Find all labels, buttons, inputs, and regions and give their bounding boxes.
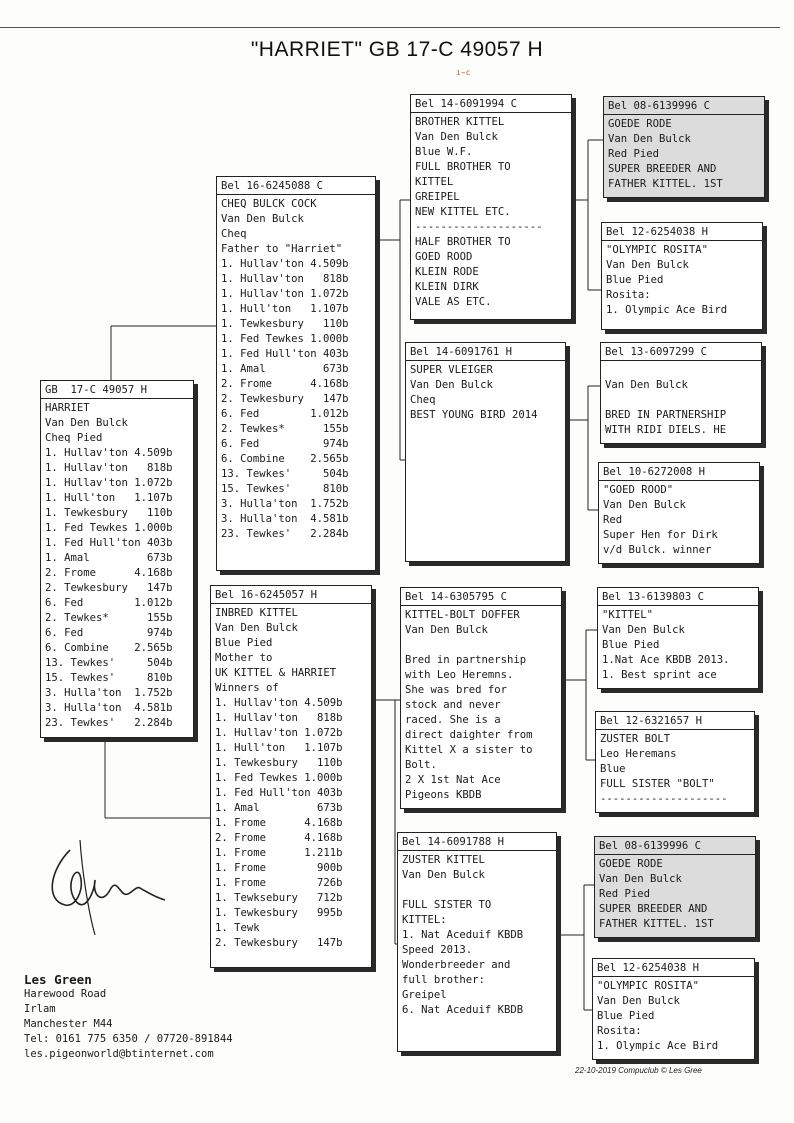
pedigree-line: 1. Hull'ton 1.107b: [215, 742, 343, 754]
pedigree-line: NEW KITTEL ETC.: [415, 206, 511, 218]
pedigree-line: 6. Combine 2.565b: [221, 453, 349, 465]
pedigree-line: Mother to: [215, 652, 273, 664]
pedigree-line: 1. Hull'ton 1.107b: [221, 303, 349, 315]
pedigree-line: 1. Amal 673b: [215, 802, 343, 814]
pedigree-line: "GOED ROOD": [603, 484, 674, 496]
pedigree-line: [405, 638, 557, 653]
pedigree-line: 1. Hullav'ton 818b: [45, 462, 173, 474]
pedigree-line: "OLYMPIC ROSITA": [597, 980, 700, 992]
pedigree-line: 1. Hullav'ton 4.509b: [221, 258, 349, 270]
pedigree-line: Van Den Bulck: [405, 624, 488, 636]
owner-block: [24, 972, 233, 1062]
owner-address-line: Harewood Road: [24, 988, 107, 1000]
pedigree-line: Van Den Bulck: [597, 995, 680, 1007]
pedigree-line: Van Den Bulck: [221, 213, 304, 225]
pedigree-line: 1. Tewksebury 712b: [215, 892, 343, 904]
pedigree-line: KITTEL: [415, 176, 454, 188]
pedigree-line: Blue Pied: [602, 639, 660, 651]
pedigree-line: FATHER KITTEL. 1ST: [608, 178, 723, 190]
pedigree-line: Cheq Pied: [45, 432, 103, 444]
pedigree-line: 3. Hulla'ton 1.752b: [221, 498, 349, 510]
pedigree-line: 1. Tewk: [215, 922, 260, 934]
stray-mark: ı̵c: [456, 68, 471, 77]
pedigree-line: GOED ROOD: [415, 251, 473, 263]
pedigree-line: Van Den Bulck: [605, 379, 688, 391]
pedigree-line: SUPER BREEDER AND: [608, 163, 717, 175]
pedigree-line: Bolt.: [405, 759, 437, 771]
pedigree-line: 1. Amal 673b: [221, 363, 349, 375]
pedigree-line: Blue W.F.: [415, 146, 473, 158]
pedigree-box-sds: [600, 342, 762, 444]
pedigree-box-sire: [216, 176, 376, 571]
pedigree-line: 2. Tewkesbury 147b: [215, 937, 343, 949]
pedigree-box-dss: [597, 587, 759, 689]
pedigree-line: BROTHER KITTEL: [415, 116, 505, 128]
pedigree-line: 1. Hullav'ton 1.072b: [45, 477, 173, 489]
pedigree-line: Van Den Bulck: [606, 259, 689, 271]
pedigree-line: 1. Hullav'ton 4.509b: [45, 447, 173, 459]
pedigree-line: 1. Olympic Ace Bird: [597, 1040, 719, 1052]
pedigree-box-ddd: [592, 958, 755, 1060]
pedigree-line: 1. Fed Tewkes 1.000b: [221, 333, 349, 345]
pedigree-line: Van Den Bulck: [215, 622, 298, 634]
pedigree-line: 6. Combine 2.565b: [45, 642, 173, 654]
owner-email: les.pigeonworld@btinternet.com: [24, 1048, 214, 1060]
pedigree-line: 2. Frome 4.168b: [221, 378, 349, 390]
pedigree-line: full brother:: [402, 974, 485, 986]
pedigree-line: FULL BROTHER TO: [415, 161, 511, 173]
pedigree-line: 1. Frome 1.211b: [215, 847, 343, 859]
pedigree-line: 1. Amal 673b: [45, 552, 173, 564]
pedigree-line: SUPER BREEDER AND: [599, 903, 708, 915]
pedigree-box-ss: [410, 94, 572, 320]
pedigree-line: 1. Fed Hull'ton 403b: [45, 537, 173, 549]
pedigree-line: 6. Fed 974b: [221, 438, 349, 450]
pedigree-line: Red: [603, 514, 623, 526]
pedigree-line: 6. Fed 1.012b: [221, 408, 349, 420]
pedigree-line: Van Den Bulck: [415, 131, 498, 143]
pedigree-line: [402, 883, 552, 898]
pedigree-line: 2. Tewkesbury 147b: [45, 582, 173, 594]
pedigree-line: 2. Tewkes* 155b: [45, 612, 173, 624]
pedigree-line: stock and never: [405, 699, 501, 711]
pedigree-box-dds: [594, 836, 756, 938]
pedigree-line: 1. Fed Hull'ton 403b: [221, 348, 349, 360]
pedigree-line: Van Den Bulck: [410, 379, 493, 391]
pedigree-line: 1. Hullav'ton 4.509b: [215, 697, 343, 709]
pedigree-line: Van Den Bulck: [402, 869, 485, 881]
pedigree-box-sss: [603, 96, 765, 198]
pedigree-line: 1. Frome 4.168b: [215, 817, 343, 829]
signature-image: [40, 830, 170, 940]
pedigree-line: Blue Pied: [597, 1010, 655, 1022]
ring-number: GB 17-C 49057 H: [41, 383, 193, 399]
pedigree-line: 1. Fed Tewkes 1.000b: [215, 772, 343, 784]
pedigree-line: 1. Fed Tewkes 1.000b: [45, 522, 173, 534]
pedigree-line: v/d Bulck. winner: [603, 544, 712, 556]
pedigree-box-ssd: [601, 222, 763, 330]
pedigree-line: 2 X 1st Nat Ace: [405, 774, 501, 786]
pedigree-line: "OLYMPIC ROSITA": [606, 244, 709, 256]
pedigree-line: 3. Hulla'ton 1.752b: [45, 687, 173, 699]
pedigree-line: ZUSTER KITTEL: [402, 854, 485, 866]
ring-number: Bel 14-6305795 C: [401, 590, 561, 606]
pedigree-line: 1. Tewkesbury 995b: [215, 907, 343, 919]
pedigree-line: with Leo Heremns.: [405, 669, 514, 681]
page-title: "HARRIET" GB 17-C 49057 H: [250, 38, 544, 61]
pedigree-line: 1. Olympic Ace Bird: [606, 304, 728, 316]
pedigree-line: Wonderbreeder and: [402, 959, 511, 971]
pedigree-line: Winners of: [215, 682, 279, 694]
pedigree-line: Speed 2013.: [402, 944, 473, 956]
pedigree-line: direct daighter from: [405, 729, 533, 741]
ring-number: Bel 08-6139996 C: [595, 839, 755, 855]
pedigree-line: HARRIET: [45, 402, 90, 414]
pedigree-line: 1. Tewkesbury 110b: [215, 757, 343, 769]
pedigree-line: 23. Tewkes' 2.284b: [45, 717, 173, 729]
pedigree-line: 1. Hullav'ton 818b: [221, 273, 349, 285]
pedigree-line: KITTEL-BOLT DOFFER: [405, 609, 520, 621]
ring-number: Bel 13-6097299 C: [601, 345, 761, 361]
pedigree-line: Rosita:: [606, 289, 651, 301]
pedigree-line: --------------------: [600, 793, 728, 805]
pedigree-line: 1. Hullav'ton 818b: [215, 712, 343, 724]
pedigree-line: HALF BROTHER TO: [415, 236, 511, 248]
pedigree-line: --------------------: [415, 221, 543, 233]
pedigree-box-subject: [40, 380, 194, 738]
pedigree-line: SUPER VLEIGER: [410, 364, 493, 376]
pedigree-line: CHEQ BULCK COCK: [221, 198, 317, 210]
pedigree-line: "KITTEL": [602, 609, 654, 621]
pedigree-line: Rosita:: [597, 1025, 642, 1037]
pedigree-line: raced. She is a: [405, 714, 501, 726]
pedigree-line: Red Pied: [608, 148, 660, 160]
pedigree-line: 1. Hullav'ton 1.072b: [221, 288, 349, 300]
pedigree-line: 2. Frome 4.168b: [215, 832, 343, 844]
pedigree-box-sd: [405, 342, 566, 562]
ring-number: Bel 14-6091788 H: [398, 835, 556, 851]
pedigree-line: 3. Hulla'ton 4.581b: [221, 513, 349, 525]
ring-number: Bel 14-6091761 H: [406, 345, 565, 361]
pedigree-line: 1. Tewkesbury 110b: [221, 318, 349, 330]
pedigree-line: 1. Frome 900b: [215, 862, 343, 874]
pedigree-line: 1. Fed Hull'ton 403b: [215, 787, 343, 799]
pedigree-line: Van Den Bulck: [603, 499, 686, 511]
pedigree-line: 2. Tewkesbury 147b: [221, 393, 349, 405]
pedigree-line: Leo Heremans: [600, 748, 677, 760]
pedigree-box-sdd: [598, 462, 760, 564]
pedigree-line: She was bred for: [405, 684, 508, 696]
pedigree-line: FULL SISTER "BOLT": [600, 778, 715, 790]
pedigree-line: 23. Tewkes' 2.284b: [221, 528, 349, 540]
pedigree-line: Van Den Bulck: [608, 133, 691, 145]
pedigree-line: Van Den Bulck: [599, 873, 682, 885]
pedigree-line: WITH RIDI DIELS. HE: [605, 424, 727, 436]
ring-number: Bel 12-6254038 H: [602, 225, 762, 241]
owner-name: Les Green: [24, 972, 92, 987]
pedigree-line: 6. Fed 1.012b: [45, 597, 173, 609]
ring-number: Bel 12-6321657 H: [596, 714, 754, 730]
pedigree-line: 3. Hulla'ton 4.581b: [45, 702, 173, 714]
pedigree-line: [605, 363, 757, 378]
ring-number: Bel 08-6139996 C: [604, 99, 764, 115]
pedigree-line: INBRED KITTEL: [215, 607, 298, 619]
owner-address-line: Irlam: [24, 1003, 56, 1015]
pedigree-line: Super Hen for Dirk: [603, 529, 718, 541]
pedigree-line: Blue: [600, 763, 626, 775]
pedigree-line: 15. Tewkes' 810b: [45, 672, 173, 684]
pedigree-line: KITTEL:: [402, 914, 447, 926]
pedigree-line: 15. Tewkes' 810b: [221, 483, 349, 495]
pedigree-line: GOEDE RODE: [599, 858, 663, 870]
pedigree-line: 1. Frome 726b: [215, 877, 343, 889]
pedigree-line: 6. Fed 974b: [45, 627, 173, 639]
owner-phone: Tel: 0161 775 6350 / 07720-891844: [24, 1033, 233, 1045]
pedigree-line: BRED IN PARTNERSHIP: [605, 409, 727, 421]
ring-number: Bel 12-6254038 H: [593, 961, 754, 977]
pedigree-line: Father to "Harriet": [221, 243, 343, 255]
pedigree-line: FULL SISTER TO: [402, 899, 492, 911]
pedigree-box-dsd: [595, 711, 755, 813]
pedigree-line: Bred in partnership: [405, 654, 527, 666]
ring-number: Bel 14-6091994 C: [411, 97, 571, 113]
pedigree-line: 6. Nat Aceduif KBDB: [402, 1004, 524, 1016]
ring-number: Bel 16-6245088 C: [217, 179, 375, 195]
pedigree-line: 1. Tewkesbury 110b: [45, 507, 173, 519]
pedigree-line: 2. Tewkes* 155b: [221, 423, 349, 435]
pedigree-line: Greipel: [402, 989, 447, 1001]
ring-number: Bel 10-6272008 H: [599, 465, 759, 481]
pedigree-line: VALE AS ETC.: [415, 296, 492, 308]
pedigree-line: [605, 393, 757, 408]
ring-number: Bel 13-6139803 C: [598, 590, 758, 606]
pedigree-line: Red Pied: [599, 888, 651, 900]
pedigree-line: BEST YOUNG BIRD 2014: [410, 409, 538, 421]
pedigree-line: 1. Nat Aceduif KBDB: [402, 929, 524, 941]
pedigree-line: 1. Hull'ton 1.107b: [45, 492, 173, 504]
pedigree-line: 1.Nat Ace KBDB 2013.: [602, 654, 730, 666]
pedigree-line: Van Den Bulck: [602, 624, 685, 636]
pedigree-line: Cheq: [221, 228, 247, 240]
pedigree-box-ds: [400, 587, 562, 809]
pedigree-line: UK KITTEL & HARRIET: [215, 667, 337, 679]
pedigree-line: 1. Best sprint ace: [602, 669, 717, 681]
pedigree-line: Blue Pied: [215, 637, 273, 649]
pedigree-box-dam: [210, 585, 372, 968]
pedigree-line: FATHER KITTEL. 1ST: [599, 918, 714, 930]
pedigree-line: Cheq: [410, 394, 436, 406]
footer-credit: 22-10-2019 Compuclub © Les Gree: [575, 1066, 702, 1075]
owner-address-line: Manchester M44: [24, 1018, 113, 1030]
ring-number: Bel 16-6245057 H: [211, 588, 371, 604]
pedigree-line: Kittel X a sister to: [405, 744, 533, 756]
pedigree-line: 13. Tewkes' 504b: [221, 468, 349, 480]
pedigree-line: Van Den Bulck: [45, 417, 128, 429]
pedigree-line: KLEIN RODE: [415, 266, 479, 278]
pedigree-line: 2. Frome 4.168b: [45, 567, 173, 579]
pedigree-box-dd: [397, 832, 557, 1052]
pedigree-line: 13. Tewkes' 504b: [45, 657, 173, 669]
pedigree-line: GREIPEL: [415, 191, 460, 203]
pedigree-line: KLEIN DIRK: [415, 281, 479, 293]
pedigree-line: Pigeons KBDB: [405, 789, 482, 801]
pedigree-line: GOEDE RODE: [608, 118, 672, 130]
pedigree-line: Blue Pied: [606, 274, 664, 286]
pedigree-line: 1. Hullav'ton 1.072b: [215, 727, 343, 739]
pedigree-line: ZUSTER BOLT: [600, 733, 671, 745]
